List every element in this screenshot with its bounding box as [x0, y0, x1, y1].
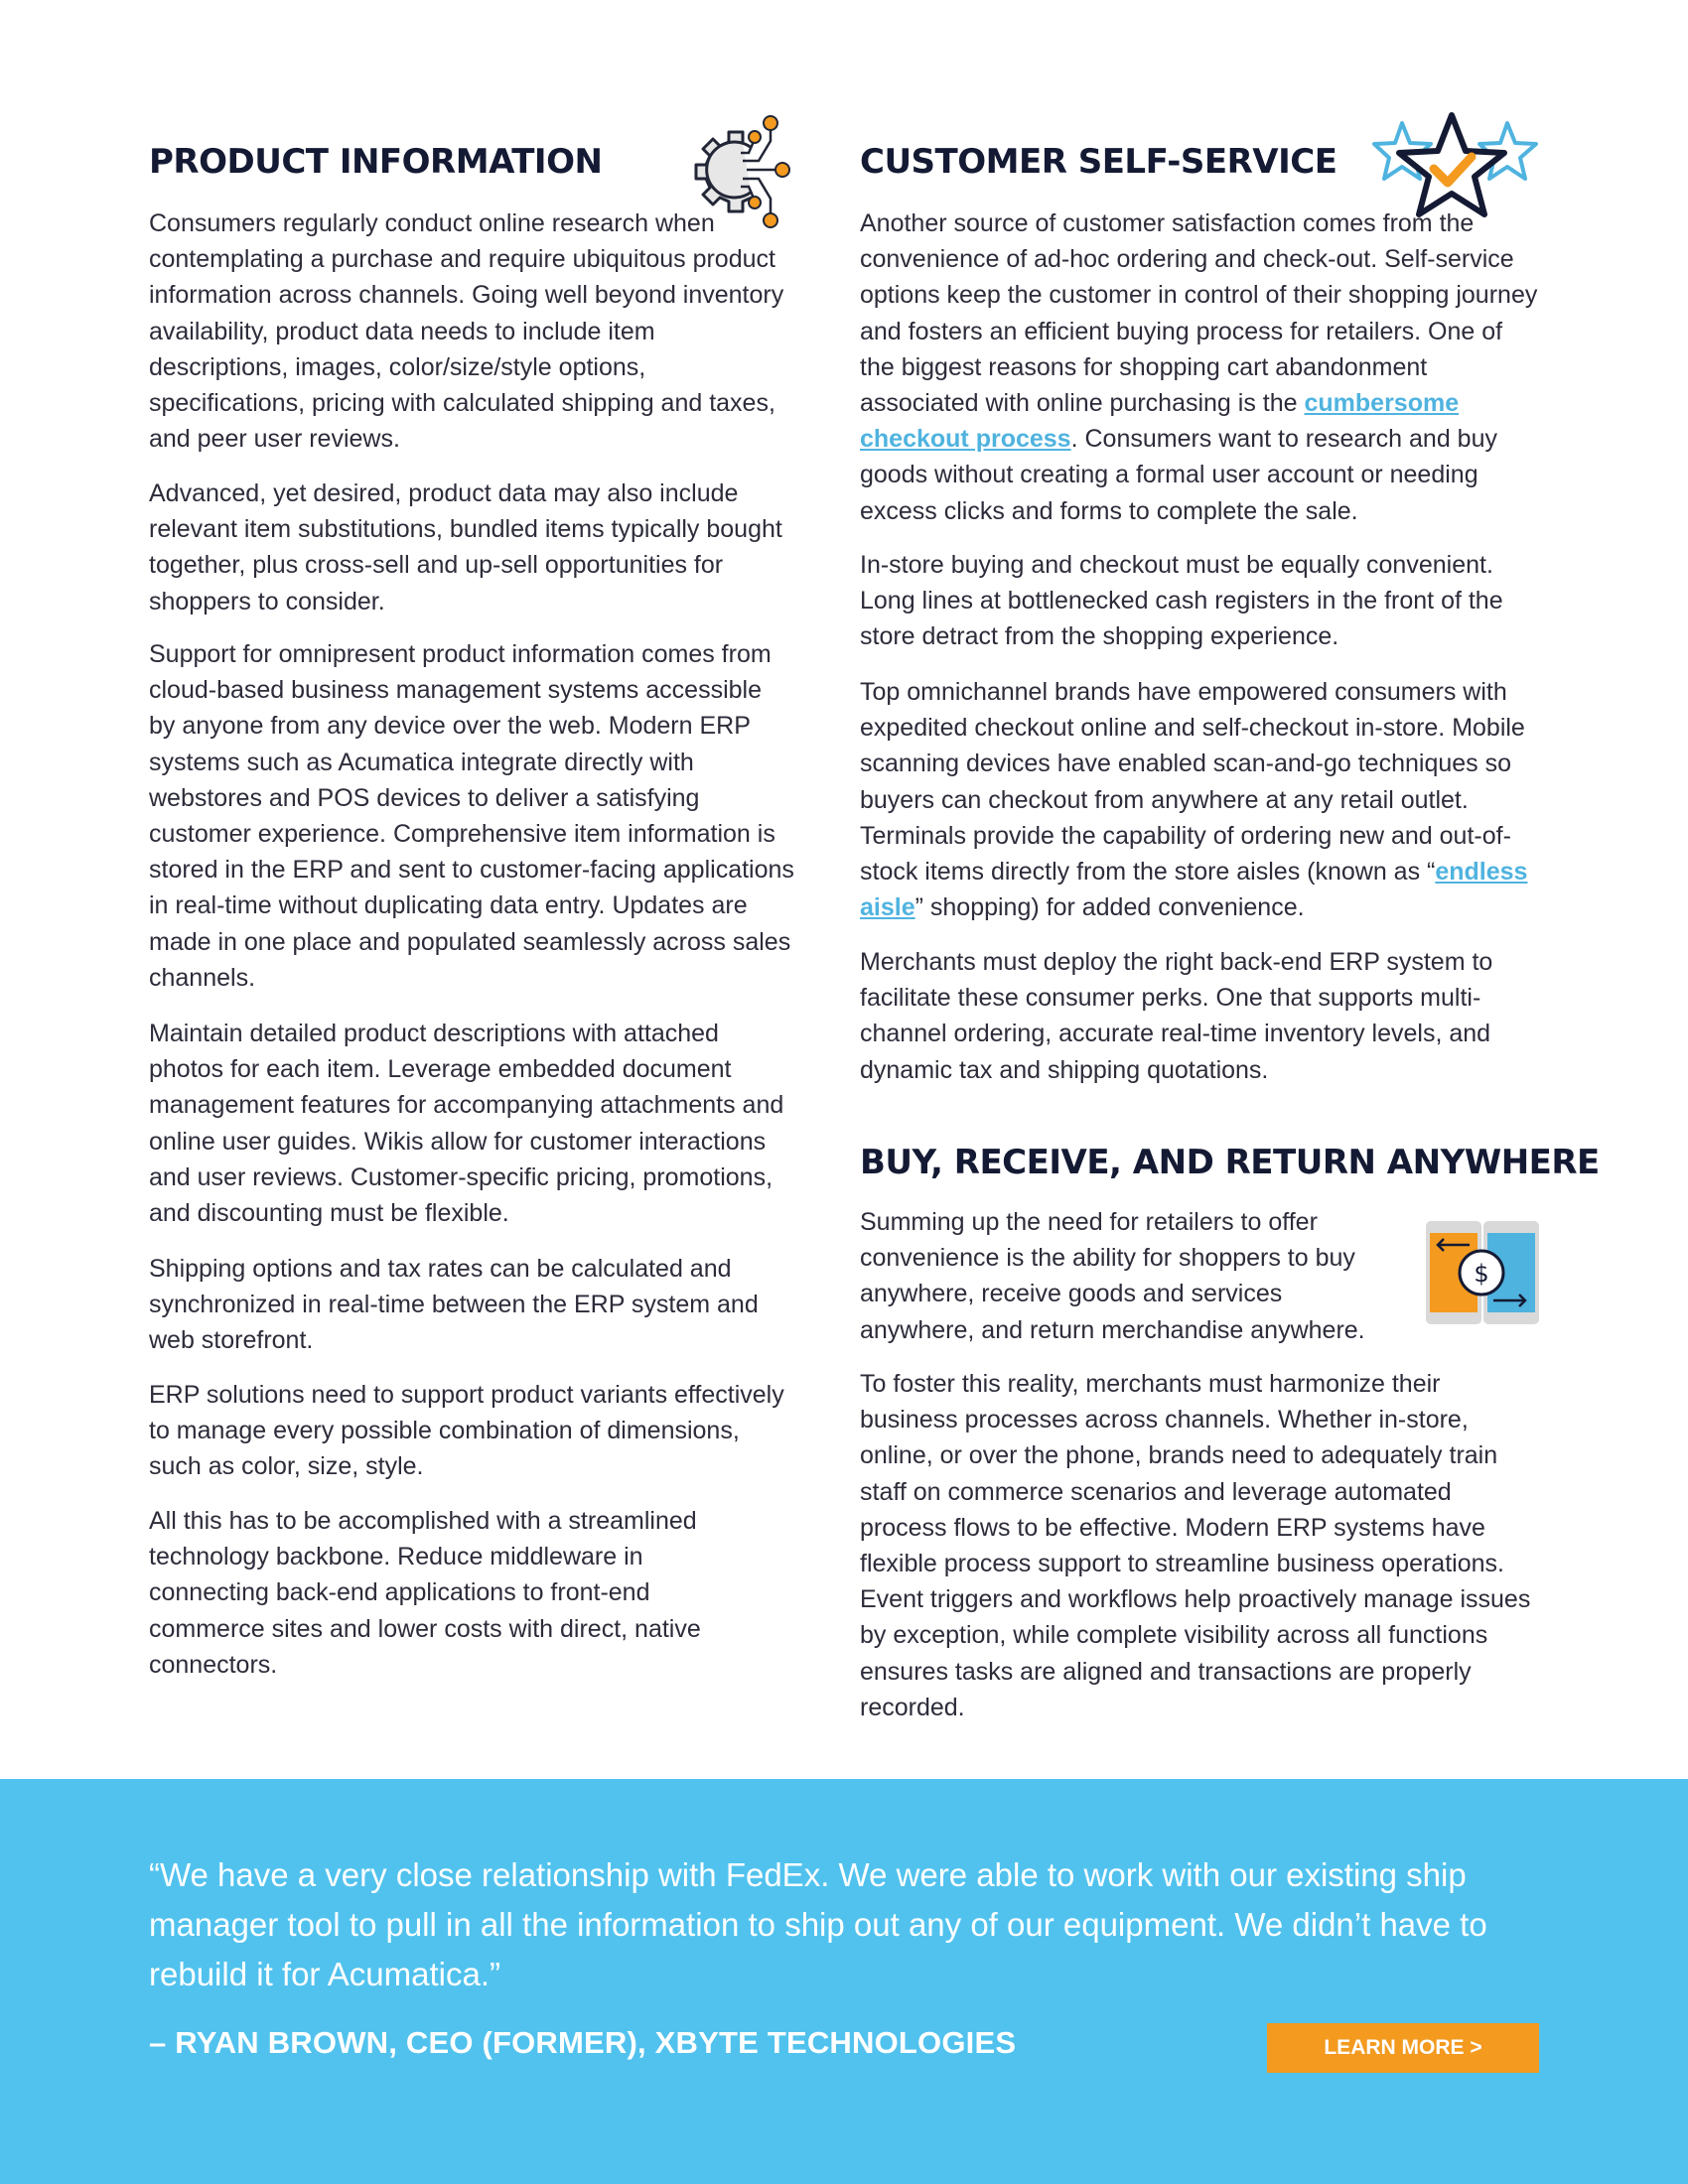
buy-receive-return-paragraph-2: To foster this reality, merchants must harmonize their business processes across channels. Whether in-store, online, or over the phone, brands need to adequately train staff on commerce scenarios and leverage automated process flows to be effective. Modern ERP systems have flexible process support to streamline business operations. Event triggers and workflows help proactively manage issues by exception, while complete visibility across all functions ensures tasks are aligned and transactions are properly recorded.: [860, 1370, 1531, 1721]
product-information-paragraph-4: Maintain detailed product descriptions with attached photos for each item. Leverage embedded document management features for accompanying attachments and online user guides. Wikis allow for customer interactions and user reviews. Customer-specific pricing, promotions, and discounting must be flexible.: [149, 1020, 784, 1228]
svg-text:$: $: [1474, 1260, 1489, 1288]
testimonial-attribution: – RYAN BROWN, CEO (FORMER), XBYTE TECHNOLOGIES: [149, 2025, 1017, 2060]
product-information-paragraph-3: Support for omnipresent product information comes from cloud-based business management systems accessible by anyone from any device over the web. Modern ERP systems such as Acumatica integrate directly with webstores and POS devices to deliver a satisfying customer experience. Comprehensive item information is stored in the ERP and sent to customer-facing applications in real-time without duplicating data entry. Updates are made in one place and populated seamlessly across sales channels.: [149, 640, 794, 992]
cumbersome-checkout-link[interactable]: cumbersome checkout process: [860, 389, 1460, 454]
device-exchange-dollar-icon: [1422, 1219, 1541, 1326]
product-information-heading: PRODUCT INFORMATION: [149, 142, 603, 182]
product-information-paragraph-5: Shipping options and tax rates can be calculated and synchronized in real-time between the ERP system and web storefront.: [149, 1255, 759, 1355]
buy-receive-return-heading: BUY, RECEIVE, AND RETURN ANYWHERE: [860, 1143, 1600, 1182]
testimonial-quote: “We have a very close relationship with FedEx. We were able to work with our existing ship manager tool to pull in all the information to ship out any of our equipment. We didn’t have to rebuild it for Acumatica.”: [149, 1856, 1487, 1992]
customer-self-service-paragraph-2: In-store buying and checkout must be equally convenient. Long lines at bottlenecked cash registers in the front of the store detract from the shopping experience.: [860, 551, 1503, 651]
product-information-paragraph-6: ERP solutions need to support product variants effectively to manage every possible combination of dimensions, such as color, size, style.: [149, 1381, 784, 1481]
endless-aisle-link[interactable]: endless aisle: [860, 858, 1528, 922]
paragraph-3-text-before: Top omnichannel brands have empowered consumers with expedited checkout online and self-checkout in-store. Mobile scanning devices have enabled scan-and-go techniques so buyers can checkout from anywhere at any retail outlet. Terminals provide the capability of ordering new and out-of-stock items directly from the store aisles (known as “: [860, 678, 1525, 887]
customer-self-service-paragraph-3: [860, 674, 1541, 925]
customer-self-service-paragraph-4: Merchants must deploy the right back-end ERP system to facilitate these consumer perks. One that supports multi-channel ordering, accurate real-time inventory levels, and dynamic tax and shipping quotations.: [860, 948, 1493, 1084]
product-information-paragraph-1: Consumers regularly conduct online research when contemplating a purchase and require ubiquitous product information across channels. Going well beyond inventory availability, product data needs to include item descriptions, images, color/size/style options, specifications, pricing with calculated shipping and taxes, and peer user reviews.: [149, 209, 784, 454]
product-information-paragraph-7: All this has to be accomplished with a streamlined technology backbone. Reduce middleware in connecting back-end applications to front-end commerce sites and lower costs with direct, native connectors.: [149, 1507, 701, 1679]
paragraph-3-text-after: ” shopping) for added convenience.: [914, 893, 1305, 922]
customer-self-service-paragraph-1: [860, 205, 1541, 529]
paragraph-1-text-after: . Consumers want to research and buy goods without creating a formal user account or needing excess clicks and forms to complete the sale.: [860, 425, 1497, 525]
learn-more-button[interactable]: LEARN MORE >: [1267, 2023, 1539, 2073]
customer-self-service-heading: CUSTOMER SELF-SERVICE: [860, 142, 1337, 182]
product-information-paragraph-2: Advanced, yet desired, product data may also include relevant item substitutions, bundled items typically bought together, plus cross-sell and up-sell opportunities for shoppers to consider.: [149, 479, 782, 615]
testimonial-banner: [0, 1779, 1688, 2184]
buy-receive-return-paragraph-1: Summing up the need for retailers to offer convenience is the ability for shoppers to buy anywhere, receive goods and services anywhere, and return merchandise anywhere.: [860, 1208, 1365, 1344]
paragraph-1-text-before: Another source of customer satisfaction comes from the convenience of ad-hoc ordering and check-out. Self-service options keep the customer in control of their shopping journey and fosters an efficient buying process for retailers. One of the biggest reasons for shopping cart abandonment associated with online purchasing is the: [860, 209, 1538, 418]
